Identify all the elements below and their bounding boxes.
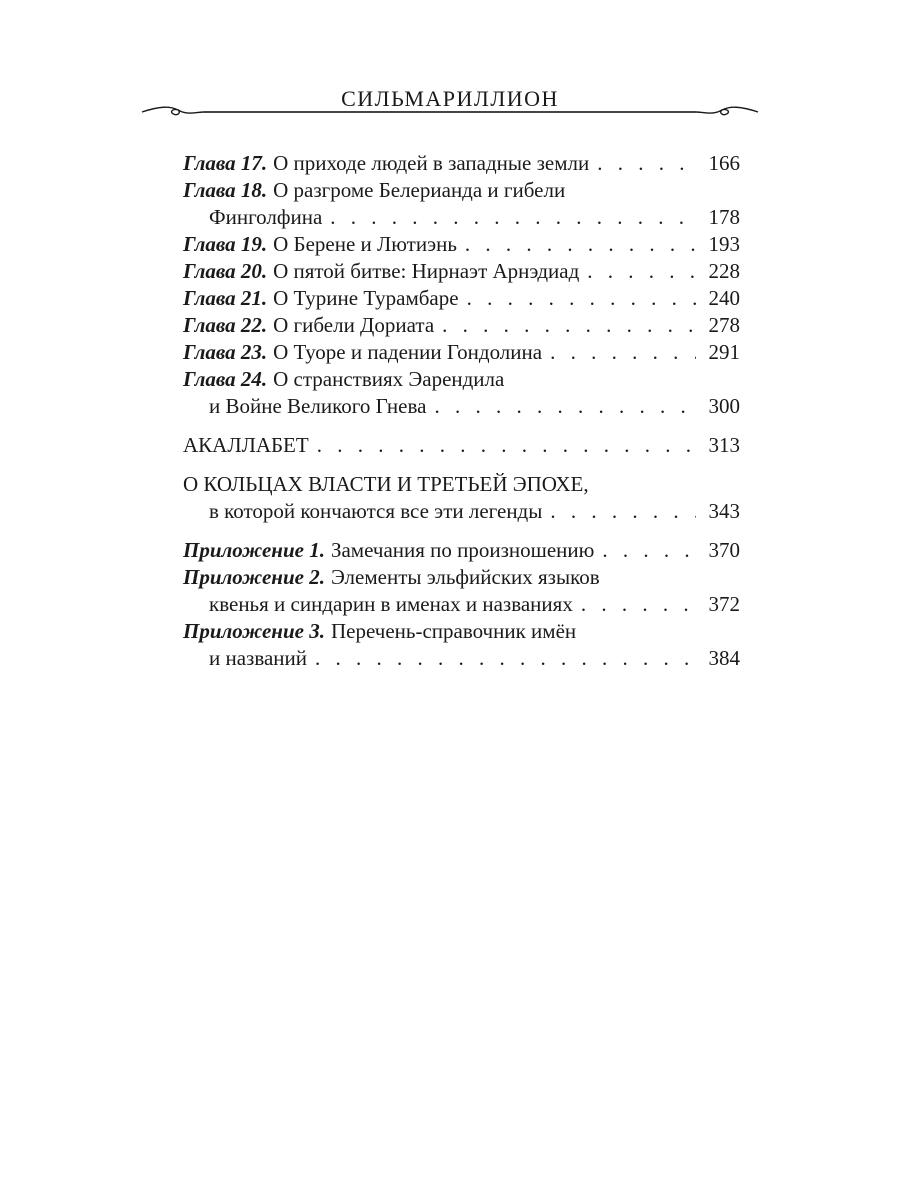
page-number: 278 (708, 313, 740, 337)
chapter-title-continued: и Войне Великого Гнева (209, 394, 427, 418)
page-number: 240 (708, 286, 740, 310)
section-title: О КОЛЬЦАХ ВЛАСТИ И ТРЕТЬЕЙ ЭПОХЕ, (183, 472, 589, 496)
chapter-label: Глава 20. (183, 259, 268, 283)
toc-entry-ch21[interactable] (183, 285, 740, 312)
chapter-label: Глава 17. (183, 151, 268, 175)
leader-dots (465, 231, 696, 258)
leader-dots (602, 537, 696, 564)
chapter-title: О приходе людей в западные земли (273, 151, 590, 175)
appendix-title: Элементы эльфийских языков (330, 565, 600, 589)
leader-dots (330, 204, 696, 231)
page-number: 166 (708, 151, 740, 175)
page-number: 228 (708, 259, 740, 283)
toc-entry-ch17[interactable] (183, 150, 740, 177)
page-number: 193 (708, 232, 740, 256)
toc-entry-ch18[interactable] (183, 177, 740, 231)
chapter-title: О пятой битве: Нирнаэт Арнэдиад (273, 259, 580, 283)
leader-dots (550, 339, 696, 366)
chapter-title: О разгроме Белерианда и гибели (273, 178, 566, 202)
appendix-title: Перечень-справочник имён (330, 619, 577, 643)
page-number: 343 (708, 499, 740, 523)
toc-entry-ch19[interactable] (183, 231, 740, 258)
chapter-label: Глава 24. (183, 367, 268, 391)
toc-entry-ch22[interactable] (183, 312, 740, 339)
toc-entry-appendix-3[interactable] (183, 618, 740, 672)
toc-entry-ch24[interactable] (183, 366, 740, 420)
page-number: 300 (708, 394, 740, 418)
toc-entry-akallabeth[interactable] (183, 432, 740, 459)
table-of-contents (183, 150, 740, 672)
toc-entry-appendix-2[interactable] (183, 564, 740, 618)
page-number: 370 (708, 538, 740, 562)
appendix-title-continued: и названий (209, 646, 308, 670)
leader-dots (581, 591, 696, 618)
page-number: 178 (708, 205, 740, 229)
page-number: 384 (708, 646, 740, 670)
toc-entry-ch23[interactable] (183, 339, 740, 366)
chapter-label: Глава 19. (183, 232, 268, 256)
chapter-label: Глава 22. (183, 313, 268, 337)
chapter-title: О странствиях Эарендила (273, 367, 505, 391)
chapter-title: О Берене и Лютиэнь (273, 232, 457, 256)
leader-dots (434, 393, 696, 420)
chapter-title: О Туоре и падении Гондолина (273, 340, 543, 364)
leader-dots (442, 312, 696, 339)
ornamental-rule (140, 100, 760, 124)
leader-dots (315, 645, 696, 672)
toc-entry-ch20[interactable] (183, 258, 740, 285)
chapter-label: Глава 18. (183, 178, 268, 202)
chapter-label: Глава 23. (183, 340, 268, 364)
chapter-title: О Турине Турамбаре (273, 286, 459, 310)
appendix-label: Приложение 2. (183, 565, 325, 589)
leader-dots (467, 285, 696, 312)
page-number: 372 (708, 592, 740, 616)
running-header: СИЛЬМАРИЛЛИОН (341, 86, 559, 111)
appendix-label: Приложение 3. (183, 619, 325, 643)
chapter-label: Глава 21. (183, 286, 268, 310)
leader-dots (597, 150, 696, 177)
appendix-label: Приложение 1. (183, 538, 325, 562)
appendix-title: Замечания по произношению (330, 538, 595, 562)
section-title-continued: в которой кончаются все эти легенды (209, 499, 543, 523)
section-title: АКАЛЛАБЕТ (183, 433, 309, 457)
page-number: 291 (708, 340, 740, 364)
page-number: 313 (708, 433, 740, 457)
appendix-title-continued: квенья и синдарин в именах и названиях (209, 592, 573, 616)
chapter-title: О гибели Дориата (273, 313, 435, 337)
chapter-title-continued: Финголфина (209, 205, 323, 229)
leader-dots (550, 498, 696, 525)
toc-entry-rings[interactable] (183, 471, 740, 525)
leader-dots (587, 258, 696, 285)
toc-entry-appendix-1[interactable] (183, 537, 740, 564)
leader-dots (317, 432, 696, 459)
